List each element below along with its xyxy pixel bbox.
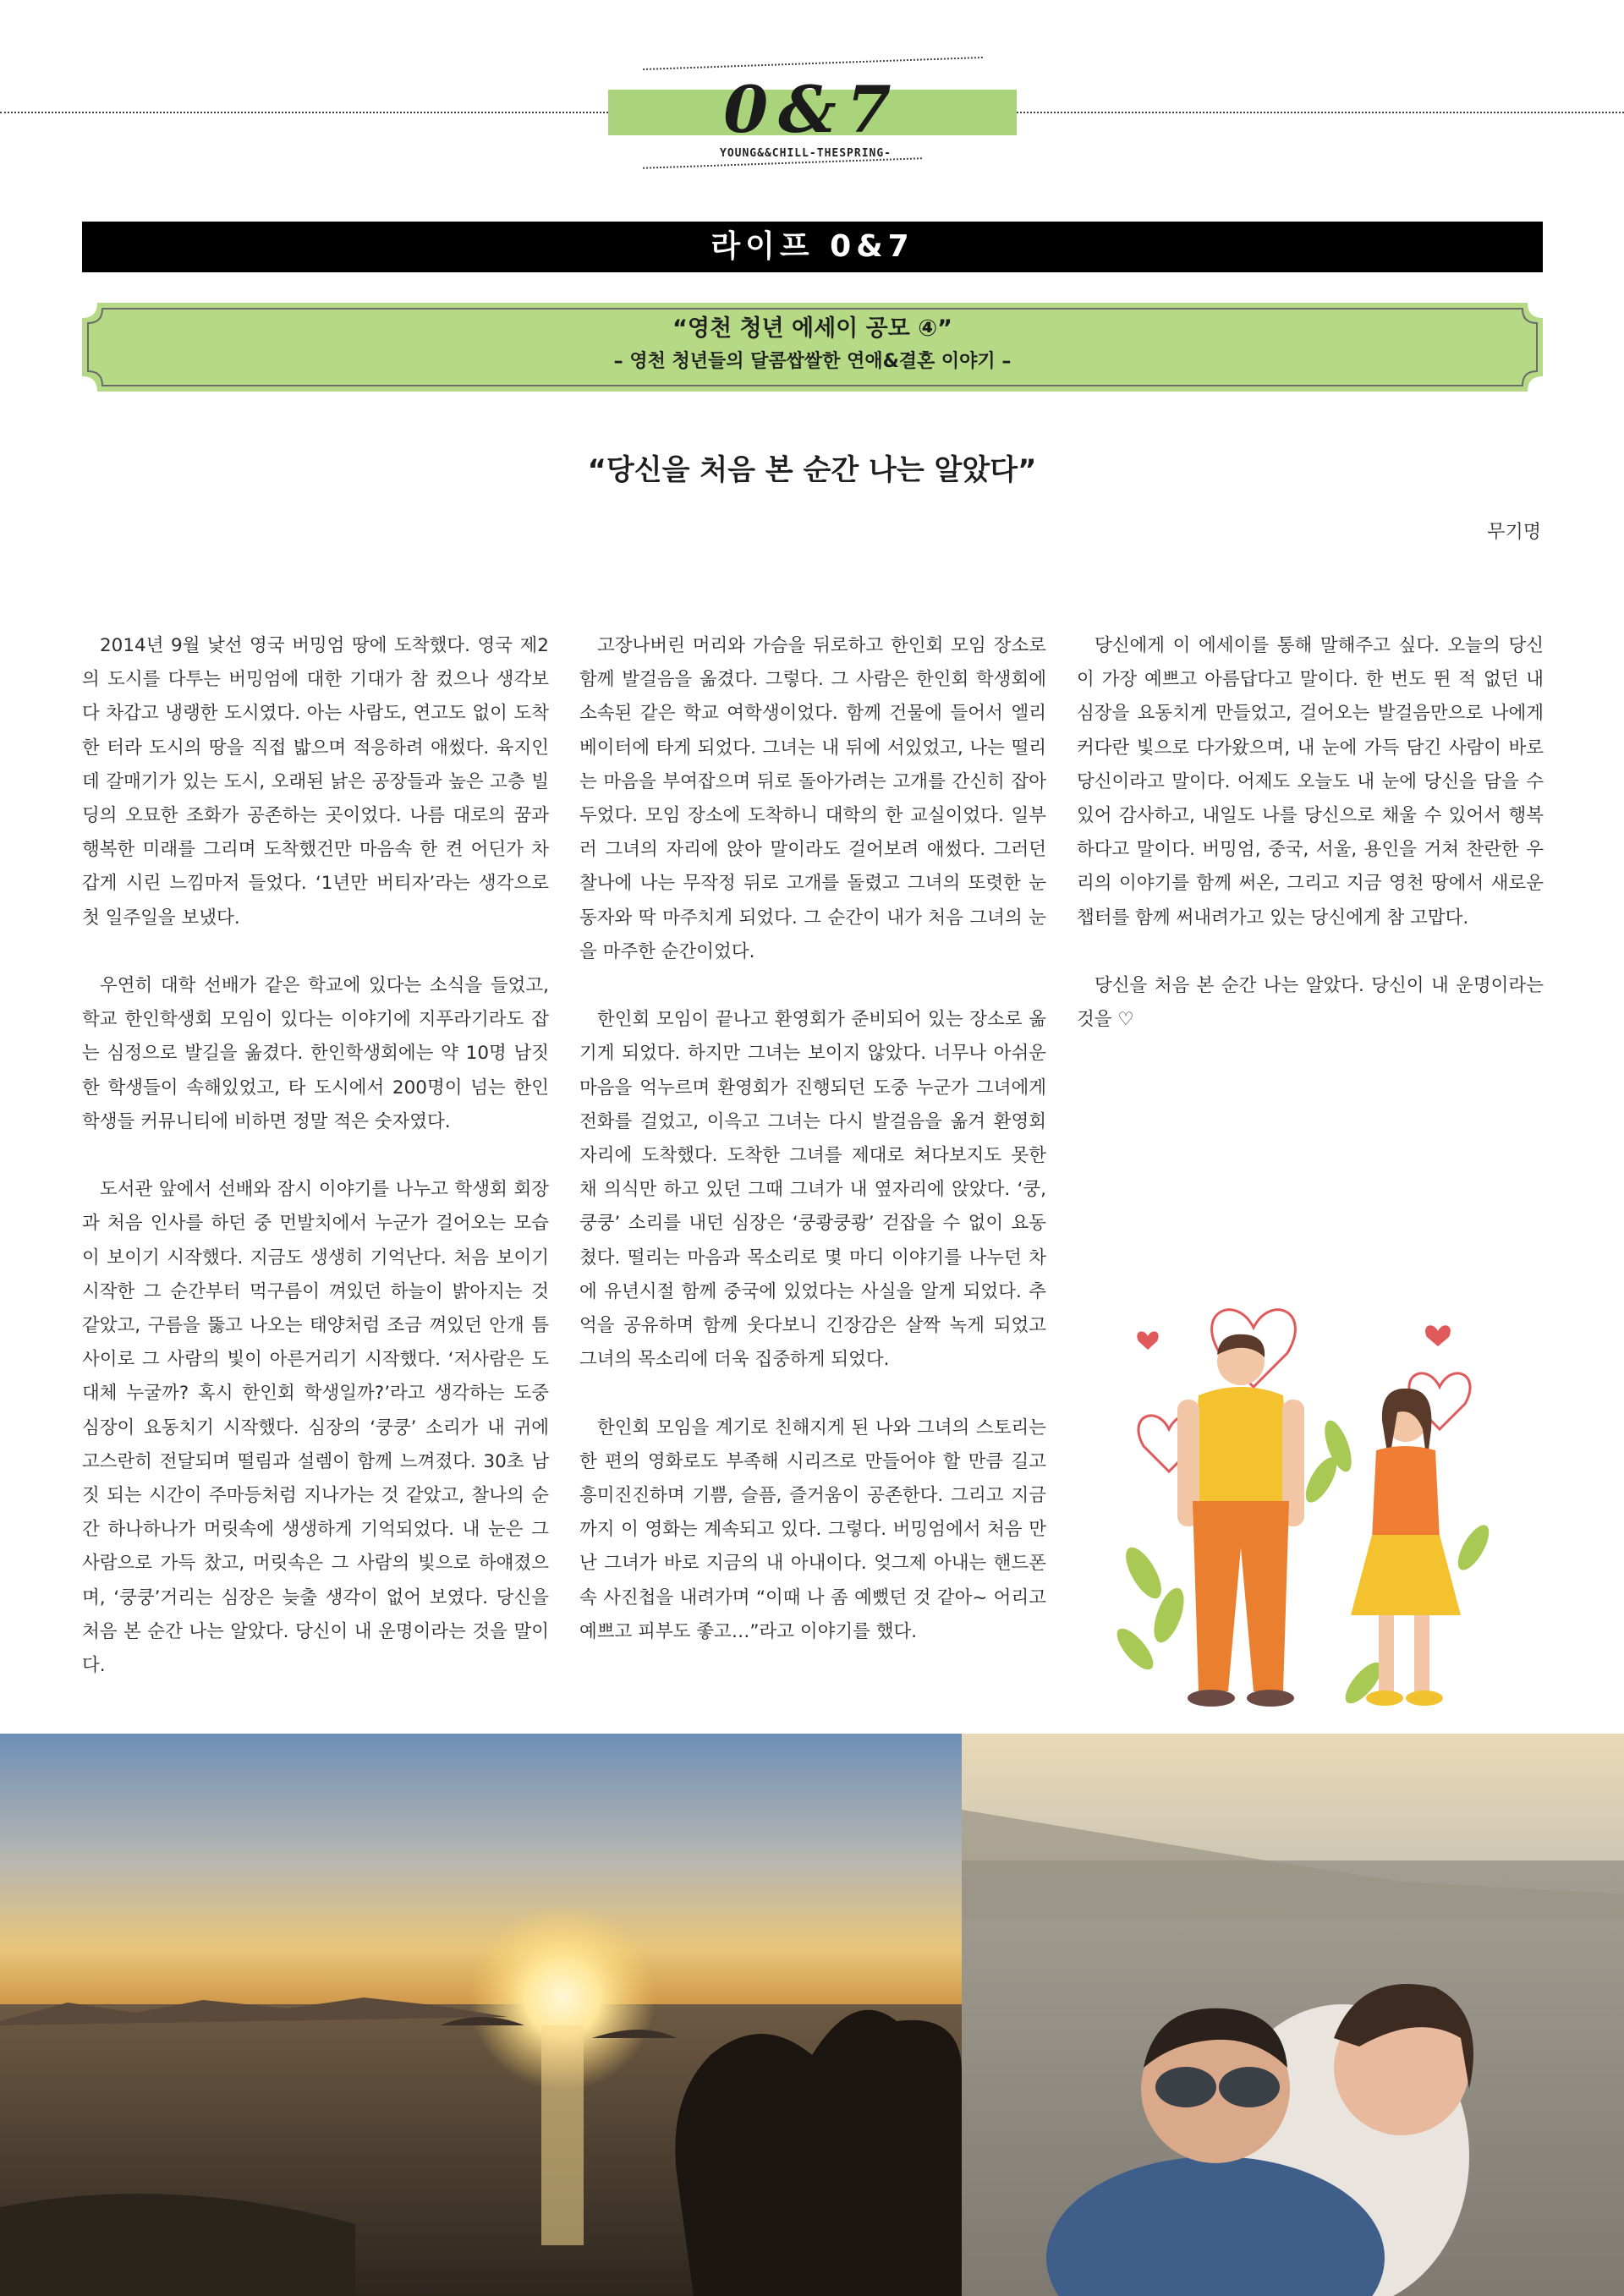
man-figure [1177, 1334, 1304, 1707]
article-author: 무기명 [1487, 522, 1541, 543]
heart-icon [1137, 1331, 1158, 1350]
woman-figure [1351, 1389, 1461, 1706]
paragraph: 당신을 처음 본 순간 나는 알았다. 당신이 내 운명이라는 것을 ♡ [1077, 975, 1544, 1031]
masthead-dotted-line-right [1017, 112, 1624, 113]
paragraph: 우연히 대학 선배가 같은 학교에 있다는 소식을 들었고, 학교 한인학생회 모임이 있다는 이야기에 지푸라기라도 잡는 심정으로 발길을 옮겼다. 한인학생회에는 약 10명 남짓한 학생들이 속해있었고, 타 도시에서 200명이 넘는 한인 학생들 커뮤니티에 비하면 정말 적은 숫자였다. [82, 975, 549, 1132]
heart-icon [1425, 1325, 1451, 1346]
paragraph: 한인회 모임을 계기로 친해지게 된 나와 그녀의 스토리는 한 편의 영화로도 부족해 시리즈로 만들어야 할 만큼 길고 흥미진진하며 기쁨, 슬픔, 즐거움이 공존한다. 그리고 지금까지 이 영화는 계속되고 있다. 그렇다. 버밍엄에서 처음 만난 그녀가 바로 지금의 내 아내이다. 엊그제 아내는 핸드폰 속 사진첩을 내려가며 “이때 나 좀 예뻤던 것 같아~ 어리고 예쁘고 피부도 좋고…”라고 이야기를 했다. [579, 1417, 1046, 1642]
paragraph: 고장나버린 머리와 가슴을 뒤로하고 한인회 모임 장소로 함께 발걸음을 옮겼다. 그렇다. 그 사람은 한인회 학생회에 소속된 같은 학교 여학생이었다. 함께 건물에 들어서 엘리베이터에 타게 되었다. 그녀는 내 뒤에 서있었고, 나는 떨리는 마음을 부여잡으며 뒤로 돌아가려는 고개를 간신히 잡아두었다. 모임 장소에 도착하니 대학의 한 교실이었다. 일부러 그녀의 자리에 앉아 말이라도 걸어보려 애썼다. 그러던 찰나에 나는 무작정 뒤로 고개를 돌렸고 그녀의 또렷한 눈동자와 딱 마주치게 되었다. 그 순간이 내가 처음 그녀의 눈을 마주한 순간이었다. [579, 635, 1046, 962]
section-title-bar [82, 222, 1543, 272]
paragraph: 한인회 모임이 끝나고 환영회가 준비되어 있는 장소로 옮기게 되었다. 하지만 그녀는 보이지 않았다. 너무나 아쉬운 마음을 억누르며 환영회가 진행되던 도중 누군가 그녀에게 전화를 걸었고, 이윽고 그녀는 다시 발걸음을 옮겨 환영회 자리에 도착했다. 도착한 그녀를 제대로 쳐다보지도 못한 채 의식만 하고 있던 그때 그녀가 내 옆자리에 앉았다. ‘쿵, 쿵쿵’ 소리를 내던 심장은 ‘쿵쾅쿵쾅’ 걷잡을 수 없이 요동쳤다. 떨리는 마음과 목소리로 몇 마디 이야기를 나누던 차에 유년시절 함께 중국에 있었다는 사실을 알게 되었다. 추억을 공유하며 함께 웃다보니 긴장감은 살짝 녹게 되었고 그녀의 목소리에 더욱 집중하게 되었다. [579, 1009, 1046, 1371]
paragraph: 도서관 앞에서 선배와 잠시 이야기를 나누고 학생회 회장과 처음 인사를 하던 중 먼발치에서 누군가 걸어오는 모습이 보이기 시작했다. 지금도 생생히 기억난다. 처음 보이기 시작한 그 순간부터 먹구름이 껴있던 하늘이 밝아지는 것 같았고, 구름을 뚫고 나오는 태양처럼 조금 껴있던 안개 틈 사이로 그 사람의 빛이 아른거리기 시작했다. ‘저사람은 도대체 누굴까? 혹시 한인회 학생일까?’라고 생각하는 도중 심장이 요동치기 시작했다. 심장의 ‘쿵쿵’ 소리가 내 귀에 고스란히 전달되며 떨림과 설렘이 함께 느껴졌다. 30초 남짓 되는 시간이 주마등처럼 지나가는 것 같았고, 찰나의 순간 하나하나가 머릿속에 생생하게 기억되었다. 내 눈은 그 사람으로 가득 찼고, 머릿속은 그 사람의 빛으로 하얘졌으며, ‘쿵쿵’거리는 심장은 늦출 생각이 없어 보였다. 당신을 처음 본 순간 나는 알았다. 당신이 내 운명이라는 것을 말이다. [82, 1179, 549, 1677]
banner-title: “영천 청년 에세이 공모 ④” [672, 315, 952, 342]
logo-text: 0&7 [723, 72, 902, 147]
article-headline: “당신을 처음 본 순간 나는 알았다” [587, 453, 1037, 487]
text-column-3 [1077, 629, 1544, 1071]
sunset-photo [0, 1734, 962, 2296]
paragraph: 2014년 9월 낯선 영국 버밍엄 땅에 도착했다. 영국 제2의 도시를 다투는 버밍엄에 대한 기대가 참 컸으나 생각보다 차갑고 냉랭한 도시였다. 아는 사람도, 연고도 없이 도착한 터라 도시의 땅을 직접 밟으며 적응하려 애썼다. 육지인데 갈매기가 있는 도시, 오래된 낡은 공장들과 높은 고층 빌딩의 오묘한 조화가 공존하는 곳이었다. 나름 대로의 꿈과 행복한 미래를 그리며 도착했건만 마음속 한 켠 어딘가 차갑게 시린 느낌마저 들었다. ‘1년만 버티자’라는 생각으로 첫 일주일을 보냈다. [82, 635, 549, 929]
masthead-dotted-line-left [0, 112, 608, 113]
masthead-logo [608, 68, 1017, 152]
couple-illustration [1110, 1294, 1499, 1734]
essay-banner [82, 303, 1543, 392]
text-column-1 [82, 629, 549, 1717]
logo-tagline: YOUNG&&CHILL-THESPRING- [720, 147, 892, 160]
banner-subtitle: – 영천 청년들의 달콤쌉쌀한 연애&결혼 이야기 – [613, 351, 1012, 372]
section-title: 라이프 0&7 [710, 229, 914, 264]
paragraph: 당신에게 이 에세이를 통해 말해주고 싶다. 오늘의 당신이 가장 예쁘고 아름답다고 말이다. 한 번도 뛴 적 없던 내 심장을 요동치게 만들었고, 걸어오는 발걸음만으로 나에게 커다란 빛으로 다가왔으며, 내 눈에 가득 담긴 사람이 바로 당신이라고 말이다. 어제도 오늘도 내 눈에 당신을 담을 수 있어 감사하고, 내일도 나를 당신으로 채울 수 있어서 행복하다고 말이다. 버밍엄, 중국, 서울, 용인을 거쳐 찬란한 우리의 이야기를 함께 써온, 그리고 지금 영천 땅에서 새로운 챕터를 함께 써내려가고 있는 당신에게 참 고맙다. [1077, 635, 1544, 929]
couple-beach-photo [962, 1734, 1624, 2296]
text-column-2 [579, 629, 1046, 1683]
